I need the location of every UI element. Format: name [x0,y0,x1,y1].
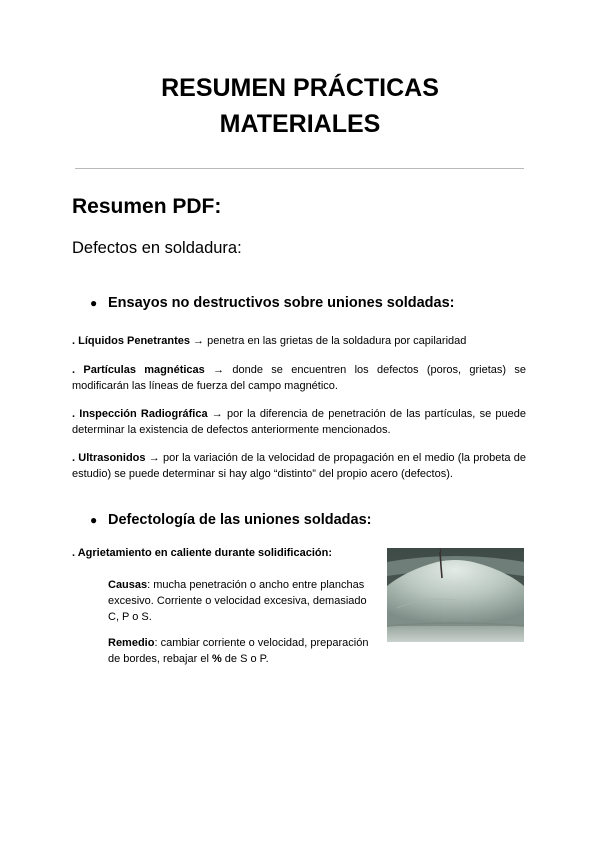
bullet-ndt-label: Ensayos no destructivos sobre uniones soldadas: [108,295,455,311]
bullet-defectology [90,512,371,528]
remedy-text-b: de S o P. [221,653,269,665]
weld-crack-photo [387,548,524,642]
ndt-text-1: → penetra en las grietas de la soldadura por capilaridad [189,335,467,347]
bullet-dot-icon: ● [90,296,98,310]
title-line-2: MATERIALES [219,110,381,138]
bullet-defectology-label: Defectología de las uniones soldadas: [108,512,372,528]
ndt-term-2: . Partículas magnéticas [72,364,205,376]
remedy-percent: % [211,653,222,665]
horizontal-divider [75,168,524,169]
defect-remedy [108,635,374,667]
ndt-item-1 [72,333,526,349]
ndt-item-3 [72,406,526,438]
document-title [0,70,600,142]
ndt-text-4: → por la variación de la velocidad de propagación en el medio (la probeta de estudio) se puede determinar si hay algo “distinto” del propio acero (defectos). [72,452,526,480]
ndt-text-3: → por la diferencia de penetración de las partículas, se puede determinar la existencia de defectos anteriormente mencionados. [72,408,526,436]
remedy-label: Remedio [108,637,155,649]
title-line-1: RESUMEN PRÁCTICAS [161,74,439,102]
defect-heading: . Agrietamiento en caliente durante solidificación: [72,547,332,559]
ndt-item-4 [72,450,526,482]
causes-text: : mucha penetración o ancho entre planchas excesivo. Corriente o velocidad excesiva, demasiado C, P o S. [108,579,367,623]
bullet-ndt [90,295,454,311]
defect-causes [108,577,374,625]
ndt-text-2: → donde se encuentren los defectos (poros, grietas) se modificarán las líneas de fuerza del campo magnético. [72,364,527,392]
ndt-term-3: . Inspección Radiográfica [72,408,208,420]
subsection-heading: Defectos en soldadura: [72,239,242,257]
ndt-term-1: . Líquidos Penetrantes [72,335,190,347]
section-heading: Resumen PDF: [72,195,222,218]
causes-label: Causas [108,579,148,591]
ndt-item-2 [72,362,526,394]
bullet-dot-icon: ● [90,513,98,527]
ndt-term-4: . Ultrasonidos [72,452,146,464]
remedy-text-a: : cambiar corriente o velocidad, preparación de bordes, rebajar el [108,637,369,665]
